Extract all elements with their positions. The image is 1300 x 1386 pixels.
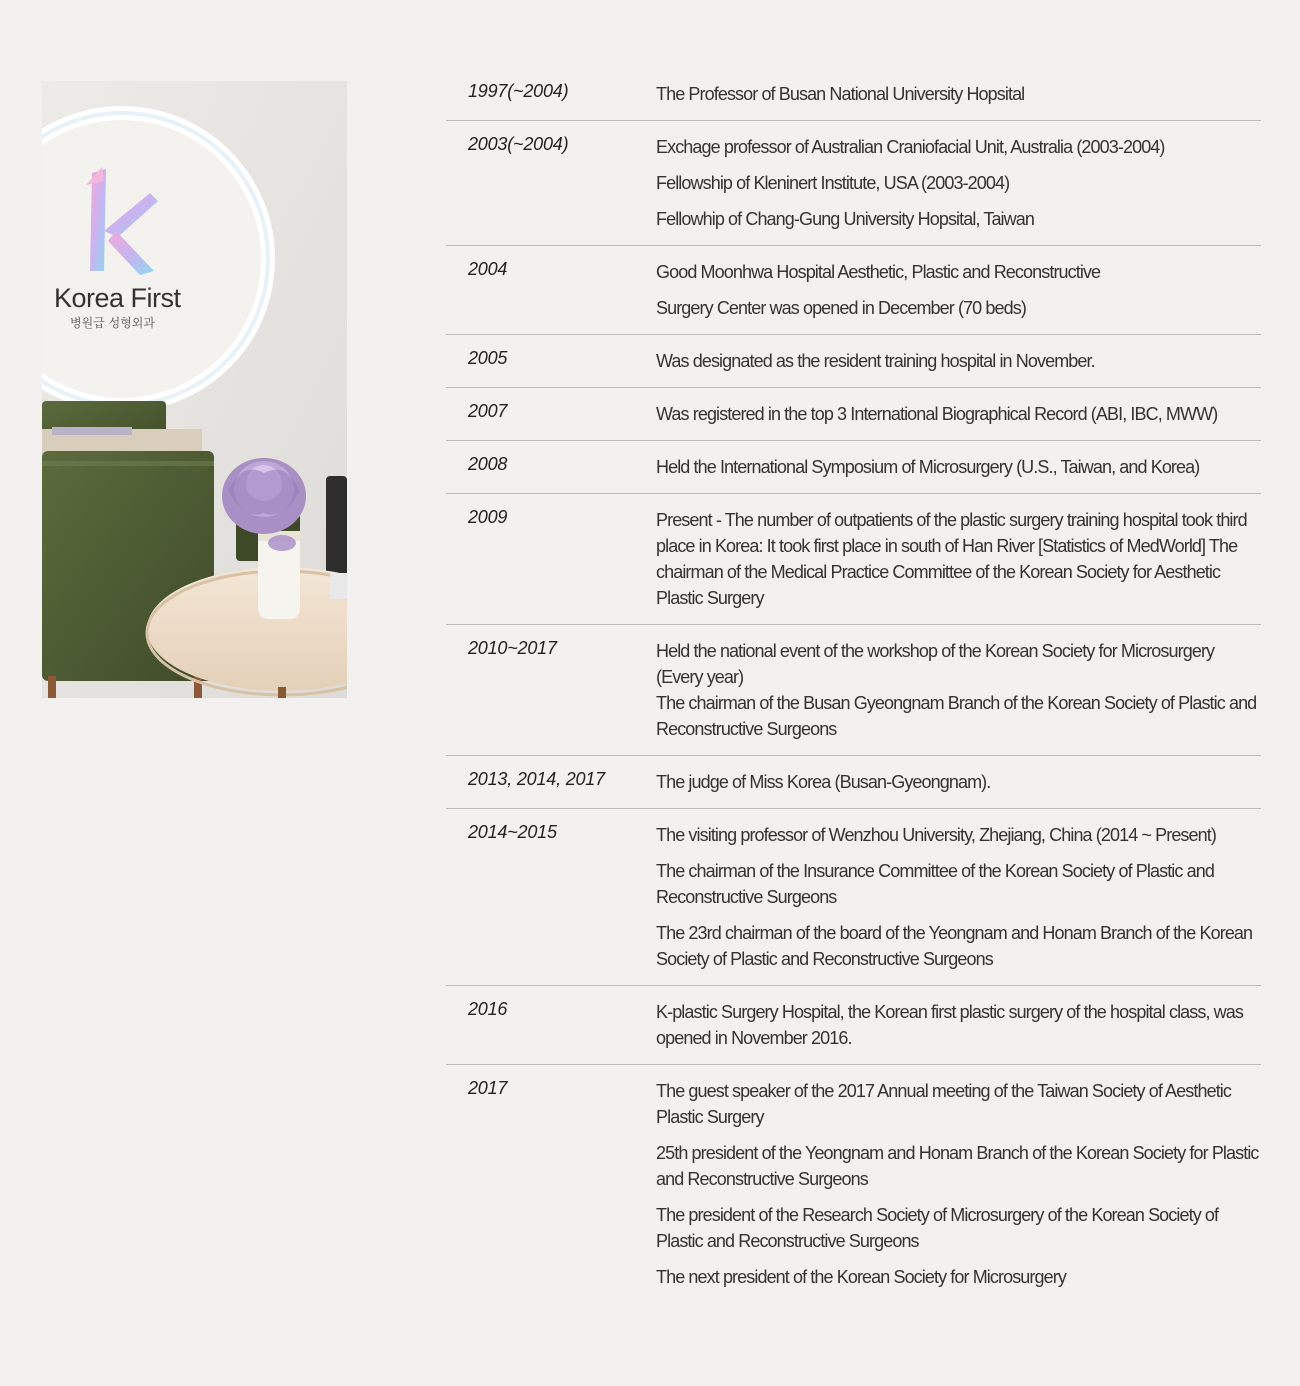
clinic-lobby-photo [42, 81, 347, 698]
timeline-entry: Good Moonhwa Hospital Aesthetic, Plastic and Reconstructive [656, 262, 1101, 282]
timeline-entries [656, 638, 1261, 742]
timeline-entry: Exchage professor of Australian Craniofacial Unit, Australia (2003-2004) [656, 137, 1165, 157]
career-timeline [446, 68, 1261, 1303]
timeline-entries [656, 822, 1261, 972]
timeline-entry: The chairman of the Insurance Committee of the Korean Society of Plastic and Reconstructive Surgeons [656, 861, 1214, 907]
timeline-entry: The 23rd chairman of the board of the Yeongnam and Honam Branch of the Korean Society of Plastic and Reconstructive Surgeons [656, 923, 1253, 969]
timeline-entry: Surgery Center was opened in December (70 beds) [656, 298, 1026, 318]
timeline-entries [656, 507, 1261, 611]
timeline-year: 2016 [468, 999, 508, 1019]
timeline-entry: The next president of the Korean Society for Microsurgery [656, 1267, 1066, 1287]
timeline-row [446, 121, 1261, 246]
timeline-row [446, 986, 1261, 1065]
timeline-row [446, 1065, 1261, 1303]
timeline-year: 2013, 2014, 2017 [468, 769, 605, 789]
timeline-entry: The Professor of Busan National University Hopsital [656, 84, 1025, 104]
timeline-year: 2010~2017 [468, 638, 557, 658]
timeline-year: 2005 [468, 348, 508, 368]
timeline-entry: Held the International Symposium of Microsurgery (U.S., Taiwan, and Korea) [656, 457, 1200, 477]
timeline-year: 2017 [468, 1078, 508, 1098]
timeline-entry: Held the national event of the workshop of the Korean Society for Microsurgery (Every year) [656, 641, 1215, 687]
timeline-row [446, 246, 1261, 335]
timeline-entries [656, 769, 1261, 795]
timeline-entry: The guest speaker of the 2017 Annual meeting of the Taiwan Society of Aesthetic Plastic Surgery [656, 1081, 1231, 1127]
timeline-entry: Fellowhip of Chang-Gung University Hopsital, Taiwan [656, 209, 1034, 229]
timeline-row [446, 809, 1261, 986]
clinic-lobby-illustration [42, 81, 347, 698]
timeline-year: 2008 [468, 454, 508, 474]
timeline-year: 1997(~2004) [468, 81, 569, 101]
timeline-entries [656, 259, 1261, 321]
timeline-row [446, 756, 1261, 809]
timeline-entries [656, 81, 1261, 107]
timeline-entry: Was designated as the resident training hospital in November. [656, 351, 1095, 371]
timeline-entry: Was registered in the top 3 International Biographical Record (ABI, IBC, MWW) [656, 404, 1218, 424]
sign-subtitle: 병원급 성형외과 [70, 316, 155, 330]
timeline-row [446, 625, 1261, 756]
timeline-entry: 25th president of the Yeongnam and Honam Branch of the Korean Society for Plastic and Reconstructive Surgeons [656, 1143, 1259, 1189]
timeline-entries [656, 348, 1261, 374]
timeline-year: 2003(~2004) [468, 134, 569, 154]
timeline-entry: K-plastic Surgery Hospital, the Korean first plastic surgery of the hospital class, was opened in November 2016. [656, 1002, 1243, 1048]
timeline-row [446, 441, 1261, 494]
timeline-entry: The president of the Research Society of Microsurgery of the Korean Society of Plastic and Reconstructive Surgeons [656, 1205, 1219, 1251]
timeline-entries [656, 134, 1261, 232]
timeline-row [446, 494, 1261, 625]
timeline-year: 2007 [468, 401, 508, 421]
timeline-year: 2004 [468, 259, 508, 279]
timeline-row [446, 335, 1261, 388]
timeline-entry: The judge of Miss Korea (Busan-Gyeongnam). [656, 772, 991, 792]
timeline-entries [656, 1078, 1261, 1290]
sign-brand: Korea First [54, 283, 181, 313]
timeline-row [446, 388, 1261, 441]
timeline-entries [656, 401, 1261, 427]
timeline-entry: Present - The number of outpatients of the plastic surgery training hospital took third place in Korea: It took first place in south of Han River [Statistics of MedWorld] The chairman of the Medical Practice Committee of the Korean Society for Aesthetic Plastic Surgery [656, 510, 1247, 608]
timeline-row [446, 68, 1261, 121]
timeline-entry: The chairman of the Busan Gyeongnam Branch of the Korean Society of Plastic and Reconstructive Surgeons [656, 693, 1257, 739]
timeline-entry: The visiting professor of Wenzhou University, Zhejiang, China (2014 ~ Present) [656, 825, 1216, 845]
timeline-entries [656, 999, 1261, 1051]
timeline-year: 2009 [468, 507, 508, 527]
timeline-entry: Fellowship of Kleninert Institute, USA (2003-2004) [656, 173, 1010, 193]
timeline-entries [656, 454, 1261, 480]
timeline-year: 2014~2015 [468, 822, 557, 842]
